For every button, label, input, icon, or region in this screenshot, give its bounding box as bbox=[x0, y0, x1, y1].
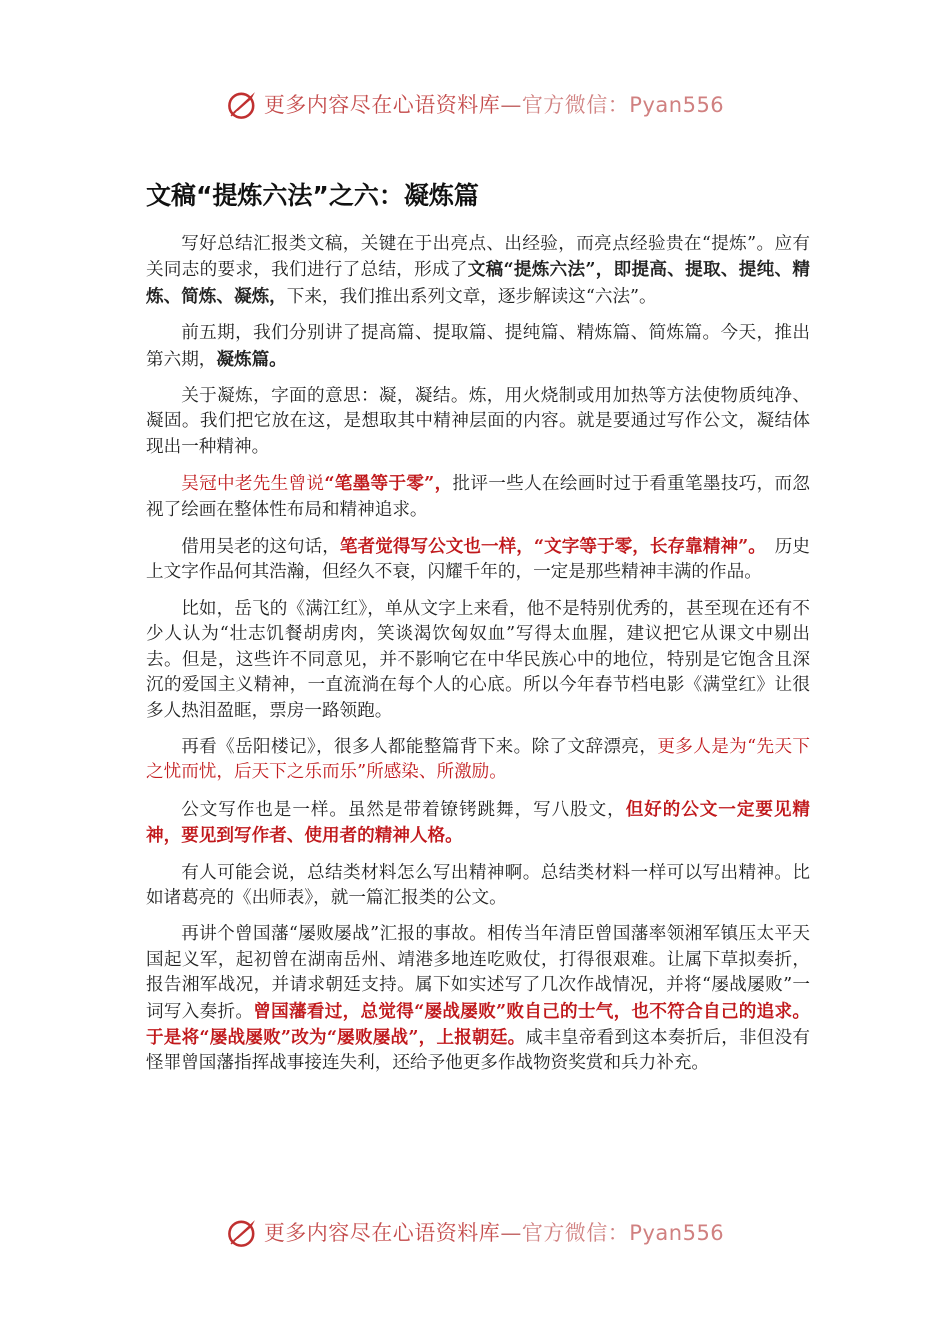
paragraph-4 bbox=[146, 471, 810, 523]
paragraph-10 bbox=[146, 922, 810, 1076]
p4-red: 吴冠中老先生曾说 bbox=[181, 474, 325, 495]
footer-banner bbox=[0, 1212, 950, 1252]
quill-logo-icon bbox=[226, 87, 260, 121]
p2-text: 前五期，我们分别讲了提高篇、提取篇、提纯篇、精炼篇、简炼篇。今天，推出第六期， bbox=[146, 323, 810, 370]
paragraph-1 bbox=[146, 232, 810, 310]
banner-brand: 更多内容尽在心语资料库 bbox=[263, 93, 501, 117]
p8-red-bold: 但好的公文一定要见精神，要见到写作者、使用者的精神人格。 bbox=[146, 798, 810, 847]
p1-text: 写好总结汇报类文稿，关键在于出亮点、出经验，而亮点经验贵在“提炼”。应有关同志的要求，我们进行了总结，形成了 bbox=[146, 234, 810, 281]
paragraph-6 bbox=[146, 597, 810, 724]
p5-text-end: 历史上文字作品何其浩瀚，但经久不衰，闪耀千年的，一定是那些精神丰满的作品。 bbox=[146, 537, 810, 583]
quill-logo-icon bbox=[226, 1215, 260, 1249]
p4-text: 批评一些人在绘画时过于看重笔墨技巧，而忽视了绘画在整体性布局和精神追求。 bbox=[146, 474, 810, 520]
article-title: 文稿“提炼六法”之六：凝炼篇 bbox=[146, 181, 479, 210]
p8-text: 公文写作也是一样。虽然是带着镣铐跳舞，写八股文， bbox=[181, 799, 626, 820]
p9-text: 有人可能会说，总结类材料怎么写出精神啊。总结类材料一样可以写出精神。比如诸葛亮的《出师表》，就一篇汇报类的公文。 bbox=[146, 862, 810, 908]
banner-text bbox=[264, 1217, 724, 1247]
paragraph-7 bbox=[146, 735, 810, 786]
p5-red-bold: 笔者觉得写公文也一样，“文字等于零，长存靠精神”。 bbox=[339, 536, 758, 558]
article-body bbox=[146, 232, 810, 1088]
p7-text: 再看《岳阳楼记》，很多人都能整篇背下来。除了文辞漂亮， bbox=[181, 736, 658, 757]
p6-text: 比如，岳飞的《满江红》，单从文字上来看，他不是特别优秀的，甚至现在还有不少人认为“壮志饥餐胡虏肉，笑谈渴饮匈奴血”写得太血腥，建议把它从课文中剔出去。但是，这些许不同意见，并不影响它在中华民族心中的地位，特别是它饱含且深沉的爱国主义精神，一直流淌在每个人的心底。所以今年春节档电影《满堂红》让很多人热泪盈眶，票房一路领跑。 bbox=[146, 598, 810, 721]
paragraph-9 bbox=[146, 861, 810, 912]
p1-text-end: 下来，我们推出系列文章，逐步解读这“六法”。 bbox=[286, 286, 657, 307]
paragraph-2 bbox=[146, 321, 810, 373]
p10-text: 再讲个曾国藩“屡败屡战”汇报的事故。相传当年清臣曾国藩率领湘军镇压太平天国起义军，起初曾在湖南岳州、靖港多地连吃败仗，打得很艰难。让属下草拟奏折，报告湘军战况，并请求朝廷支持。属下如实述写了几次作战情况，并将“屡战屡败”一词写入奏折。 bbox=[146, 924, 810, 1022]
p5-text: 借用吴老的这句话， bbox=[181, 537, 340, 558]
banner-wechat: 官方微信：Pyan556 bbox=[521, 1221, 725, 1245]
p7-red: 更多人是为“先天下之忧而忧，后天下之乐而乐”所感染、所激励。 bbox=[146, 736, 811, 783]
paragraph-3 bbox=[146, 384, 810, 460]
header-banner bbox=[0, 84, 950, 124]
p10-red-bold: 曾国藩看过，总觉得“屡战屡败”败自己的士气，也不符合自己的追求。于是将“屡战屡败”改为“屡败屡战”，上报朝廷。 bbox=[146, 1000, 810, 1048]
paragraph-8 bbox=[146, 797, 810, 850]
banner-brand: 更多内容尽在心语资料库 bbox=[263, 1221, 501, 1245]
p3-text: 关于凝炼，字面的意思：凝，凝结。炼，用火烧制或用加热等方法使物质纯净、凝固。我们把它放在这，是想取其中精神层面的内容。就是要通过写作公文，凝结体现出一种精神。 bbox=[146, 386, 810, 457]
p10-text-end: 咸丰皇帝看到这本奏折后，非但没有怪罪曾国藩指挥战事接连失利，还给予他更多作战物资奖赏和兵力补充。 bbox=[146, 1027, 810, 1074]
p4-red-bold: “笔墨等于零”， bbox=[324, 473, 453, 495]
banner-dash: — bbox=[500, 1221, 522, 1245]
banner-wechat: 官方微信：Pyan556 bbox=[521, 93, 725, 117]
banner-dash: — bbox=[500, 93, 522, 117]
p1-bold: 文稿“提炼六法”，即提高、提取、提纯、精炼、简炼、凝炼， bbox=[146, 259, 810, 307]
p2-bold: 凝炼篇。 bbox=[216, 348, 287, 370]
banner-text bbox=[264, 89, 724, 119]
paragraph-5 bbox=[146, 534, 810, 586]
